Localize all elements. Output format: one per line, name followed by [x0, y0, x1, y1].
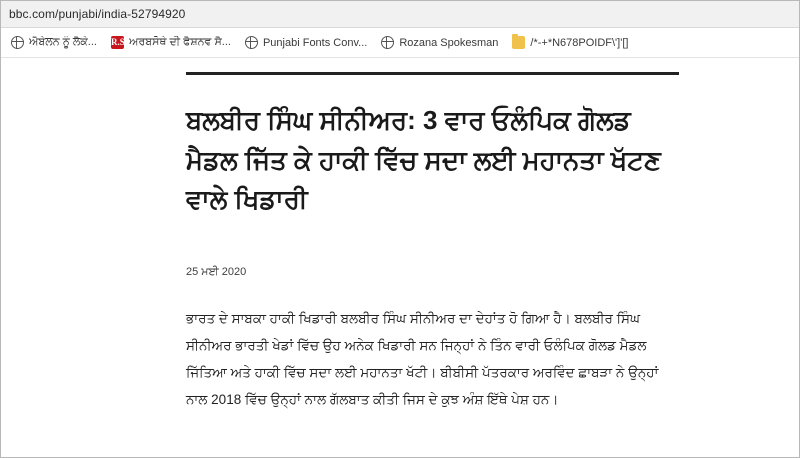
bookmark-item-3[interactable] — [375, 33, 504, 52]
globe-icon — [245, 36, 258, 49]
bookmarks-bar — [1, 28, 799, 58]
article-top-rule — [186, 72, 679, 75]
page-title: ਬਲਬੀਰ ਸਿੰਘ ਸੀਨੀਅਰ: 3 ਵਾਰ ਓਲੰਪਿਕ ਗੋਲਡ ਮੈਡਲ ਜਿੱਤ ਕੇ ਹਾਕੀ ਵਿੱਚ ਸਦਾ ਲਈ ਮਹਾਨਤਾ ਖੱਟਣ ਵਾਲੇ ਖਿਡਾਰੀ — [186, 105, 661, 215]
bookmark-item-2[interactable] — [239, 33, 373, 52]
page-content — [1, 58, 799, 456]
article — [1, 101, 799, 413]
bookmark-label: Rozana Spokesman — [399, 36, 499, 49]
bookmark-item-1[interactable] — [105, 33, 237, 52]
bookmark-label: ਅਰਬਸੋਥੇ ਦੀ ਫੈਸ਼ਨਵ ਸੈ... — [128, 36, 231, 48]
globe-icon — [381, 36, 394, 49]
globe-icon — [11, 36, 24, 49]
article-date: 25 ਮਈ 2020 — [186, 265, 247, 278]
url-text[interactable]: bbc.com/punjabi/india-52794920 — [9, 7, 186, 21]
folder-icon — [512, 36, 525, 49]
bookmark-label: /*-+*N678POIDF\']'[] — [530, 36, 629, 49]
article-body: ਭਾਰਤ ਦੇ ਸਾਬਕਾ ਹਾਕੀ ਖਿਡਾਰੀ ਬਲਬੀਰ ਸਿੰਘ ਸੀਨੀਅਰ ਦਾ ਦੇਹਾਂਤ ਹੋ ਗਿਆ ਹੈ। ਬਲਬੀਰ ਸਿੰਘ ਸੀਨੀਅਰ ਭਾਰਤੀ ਖੇਡਾਂ ਵਿੱਚ ਉਹ ਅਨੇਕ ਖਿਡਾਰੀ ਸਨ ਜਿਨ੍ਹਾਂ ਨੇ ਤਿੰਨ ਵਾਰੀ ਓਲੰਪਿਕ ਗੋਲਡ ਮੈਡਲ ਜਿੱਤਿਆ ਅਤੇ ਹਾਕੀ ਵਿੱਚ ਸਦਾ ਲਈ ਮਹਾਨਤਾ ਖੱਟੀ। ਬੀਬੀਸੀ ਪੱਤਰਕਾਰ ਅਰਵਿੰਦ ਛਾਬੜਾ ਨੇ ਉਨ੍ਹਾਂ ਨਾਲ 2018 ਵਿੱਚ ਉਨ੍ਹਾਂ ਨਾਲ ਗੱਲਬਾਤ ਕੀਤੀ ਜਿਸ ਦੇ ਕੁਝ ਅੰਸ਼ ਇੱਥੇ ਪੇਸ਼ ਹਨ। — [186, 310, 659, 407]
bookmark-item-0[interactable] — [5, 33, 103, 52]
page-left-edge — [1, 58, 3, 456]
address-bar[interactable] — [1, 1, 799, 28]
bookmark-label: Punjabi Fonts Conv... — [262, 36, 368, 49]
rs-icon: R.S — [110, 37, 125, 47]
bookmark-item-4[interactable] — [506, 33, 634, 52]
bookmark-label: ਐਬੇਲਨ ਨੂੰ ਲੈਕੇ... — [29, 36, 97, 48]
